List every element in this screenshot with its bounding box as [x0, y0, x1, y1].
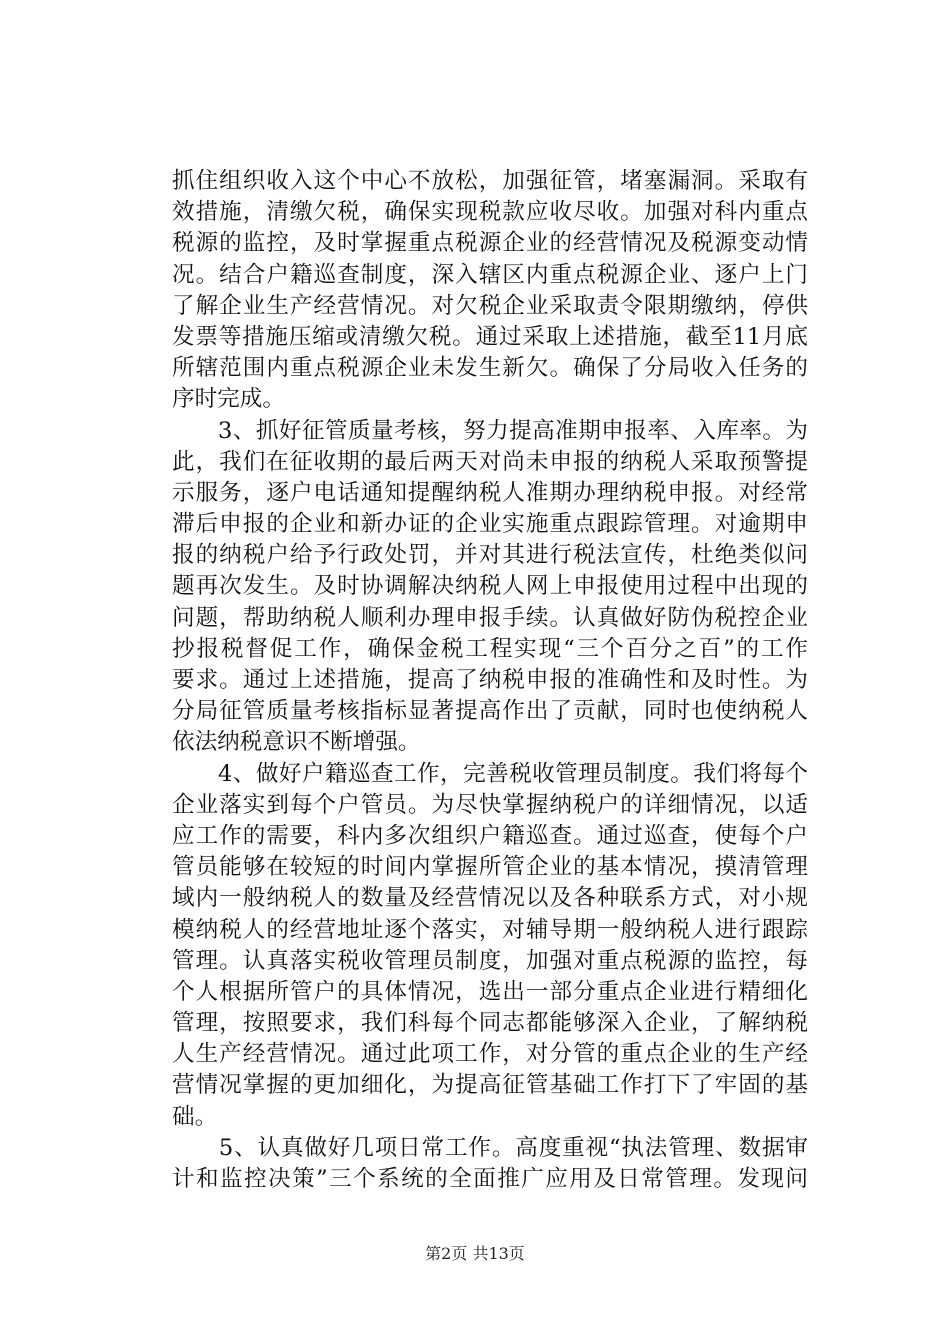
text-line: 效措施，清缴欠税，确保实现税款应收尽收。加强对科内重点 [172, 199, 808, 226]
text-line: 示服务，逐户电话通知提醒纳税人准期办理纳税申报。对经常 [172, 479, 808, 506]
text-line: 4、做好户籍巡查工作，完善税收管理员制度。我们将每个 [172, 760, 808, 787]
text-line: 模纳税人的经营地址逐个落实，对辅导期一般纳税人进行跟踪 [172, 916, 808, 943]
text-line: 个人根据所管户的具体情况，选出一部分重点企业进行精细化 [172, 978, 808, 1005]
text-line: 依法纳税意识不断增强。 [172, 729, 421, 756]
body-text [172, 166, 808, 1195]
text-line: 序时完成。 [172, 386, 285, 413]
text-line: 抓住组织收入这个中心不放松，加强征管，堵塞漏洞。采取有 [172, 168, 808, 194]
page-footer: 第2页 共13页 [425, 1244, 525, 1263]
text-line: 题再次发生。及时协调解决纳税人网上申报使用过程中出现的 [172, 573, 808, 600]
text-line: 报的纳税户给予行政处罚，并对其进行税法宣传，杜绝类似问 [172, 542, 808, 569]
text-line: 管员能够在较短的时间内掌握所管企业的基本情况，摸清管理 [172, 854, 808, 881]
text-line: 5、认真做好几项日常工作。高度重视“执法管理、数据审 [172, 1134, 808, 1161]
text-line: 了解企业生产经营情况。对欠税企业采取责令限期缴纳，停供 [172, 292, 808, 319]
text-line: 此，我们在征收期的最后两天对尚未申报的纳税人采取预警提 [172, 448, 808, 475]
text-line: 税源的监控，及时掌握重点税源企业的经营情况及税源变动情 [172, 230, 808, 257]
text-line: 域内一般纳税人的数量及经营情况以及各种联系方式，对小规 [172, 885, 808, 912]
text-line: 3、抓好征管质量考核，努力提高准期申报率、入库率。为 [172, 417, 808, 444]
text-line: 础。 [172, 1103, 218, 1130]
text-line: 计和监控决策”三个系统的全面推广应用及日常管理。发现问 [172, 1166, 808, 1192]
text-line: 抄报税督促工作，确保金税工程实现“三个百分之百”的工作 [172, 635, 808, 662]
text-line: 问题，帮助纳税人顺利办理申报手续。认真做好防伪税控企业 [172, 604, 808, 631]
text-line: 分局征管质量考核指标显著提高作出了贡献，同时也使纳税人 [172, 698, 808, 725]
text-line: 管理，按照要求，我们科每个同志都能够深入企业，了解纳税 [172, 1010, 808, 1037]
text-line: 要求。通过上述措施，提高了纳税申报的准确性和及时性。为 [172, 667, 808, 693]
text-line: 营情况掌握的更加细化，为提高征管基础工作打下了牢固的基 [172, 1072, 808, 1099]
text-line: 管理。认真落实税收管理员制度，加强对重点税源的监控，每 [172, 947, 808, 974]
text-line: 况。结合户籍巡查制度，深入辖区内重点税源企业、逐户上门 [172, 261, 808, 288]
text-line: 应工作的需要，科内多次组织户籍巡查。通过巡查，使每个户 [172, 822, 808, 849]
text-line: 所辖范围内重点税源企业未发生新欠。确保了分局收入任务的 [172, 355, 808, 382]
text-line: 滞后申报的企业和新办证的企业实施重点跟踪管理。对逾期申 [172, 511, 808, 538]
text-line: 人生产经营情况。通过此项工作，对分管的重点企业的生产经 [172, 1041, 808, 1068]
text-line: 企业落实到每个户管员。为尽快掌握纳税户的详细情况，以适 [172, 791, 808, 818]
text-line: 发票等措施压缩或清缴欠税。通过采取上述措施，截至11月底 [172, 323, 808, 350]
